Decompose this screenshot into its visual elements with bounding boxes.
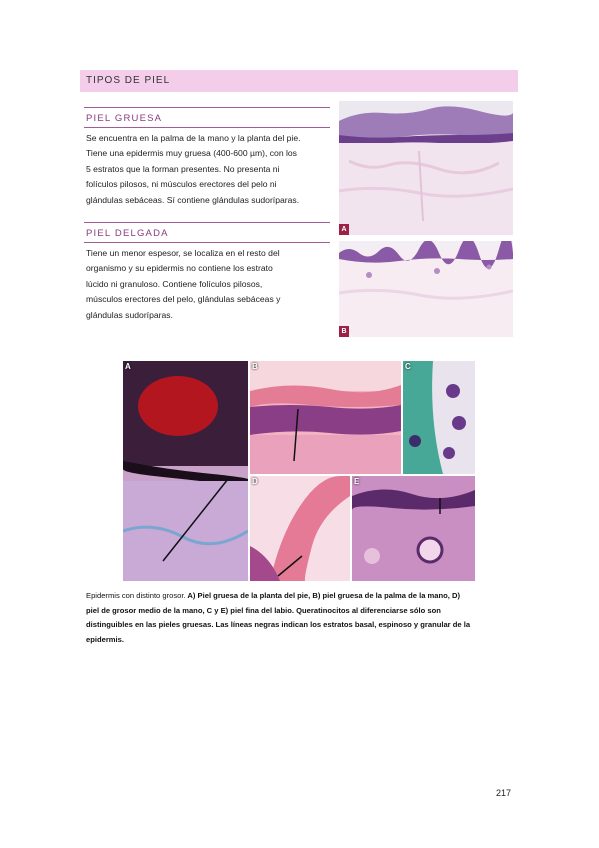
text-line: glándulas sebáceas. Sí contiene glándulas sudoríparas. (86, 194, 300, 205)
paragraph-piel-gruesa (86, 131, 330, 208)
text-line: 5 estratos que la forman presentes. No presenta ni (86, 163, 280, 174)
panel-label-a: A (125, 362, 131, 371)
panel-d-drawing (250, 476, 350, 581)
panel-c-drawing (403, 361, 475, 474)
panel-label-e: E (354, 477, 360, 486)
text-line: Tiene un menor espesor, se localiza en el resto del (86, 248, 280, 258)
section-divider (84, 242, 330, 243)
caption-line: epidermis. (86, 634, 124, 644)
caption-lead: Epidermis con distinto grosor. (86, 591, 186, 600)
text-line: Se encuentra en la palma de la mano y la planta del pie. (86, 133, 301, 143)
panel-label-c: C (405, 362, 411, 371)
panel-a-drawing (123, 361, 248, 581)
panel-e (352, 476, 475, 581)
caption-line: distinguibles en las pieles gruesas. Las líneas negras indican los estratos basal, espinoso y granular de la (86, 620, 471, 630)
panel-a (123, 361, 248, 581)
histology-drawing (339, 101, 513, 235)
panel-label-d: D (252, 477, 258, 486)
caption-line: piel de grosor medio de la mano, C y E) piel fina del labio. Queratinocitos al diferenciarse sólo son (86, 605, 441, 615)
panel-b-drawing (250, 361, 401, 474)
text-line: glándulas sudoríparas. (86, 309, 173, 320)
text-line: Tiene una epidermis muy gruesa (400-600 µm), con los (86, 148, 297, 159)
image-label-b: B (339, 326, 349, 337)
panel-c (403, 361, 475, 474)
histology-drawing (339, 241, 513, 337)
section-title-piel-delgada: PIEL DELGADA (86, 228, 169, 239)
caption-text: A) Piel gruesa de la planta del pie, B) piel gruesa de la palma de la mano, D) (185, 591, 461, 600)
page-number: 217 (496, 788, 512, 798)
text-line: músculos erectores del pelo, glándulas sebáceas y (86, 294, 281, 305)
section-divider (84, 107, 330, 108)
caption-line (86, 589, 514, 604)
text-line: lúcido ni granuloso. Contiene folículos pilosos, (86, 278, 263, 289)
paragraph-piel-delgada (86, 246, 330, 323)
histology-image-thin-skin (339, 241, 513, 337)
section-divider (84, 127, 330, 128)
image-label-a: A (339, 224, 349, 235)
section-header-band: TIPOS DE PIEL (80, 70, 518, 92)
section-divider (84, 222, 330, 223)
panel-b (250, 361, 401, 474)
text-line: organismo y su epidermis no contiene los estrato (86, 263, 273, 274)
histology-image-thick-skin (339, 101, 513, 235)
section-title-piel-gruesa: PIEL GRUESA (86, 113, 163, 124)
figure-caption (86, 589, 514, 647)
panel-e-drawing (352, 476, 475, 581)
panel-label-b: B (252, 362, 258, 371)
text-line: folículos pilosos, ni músculos erectores del pelo ni (86, 179, 277, 190)
panel-d (250, 476, 350, 581)
